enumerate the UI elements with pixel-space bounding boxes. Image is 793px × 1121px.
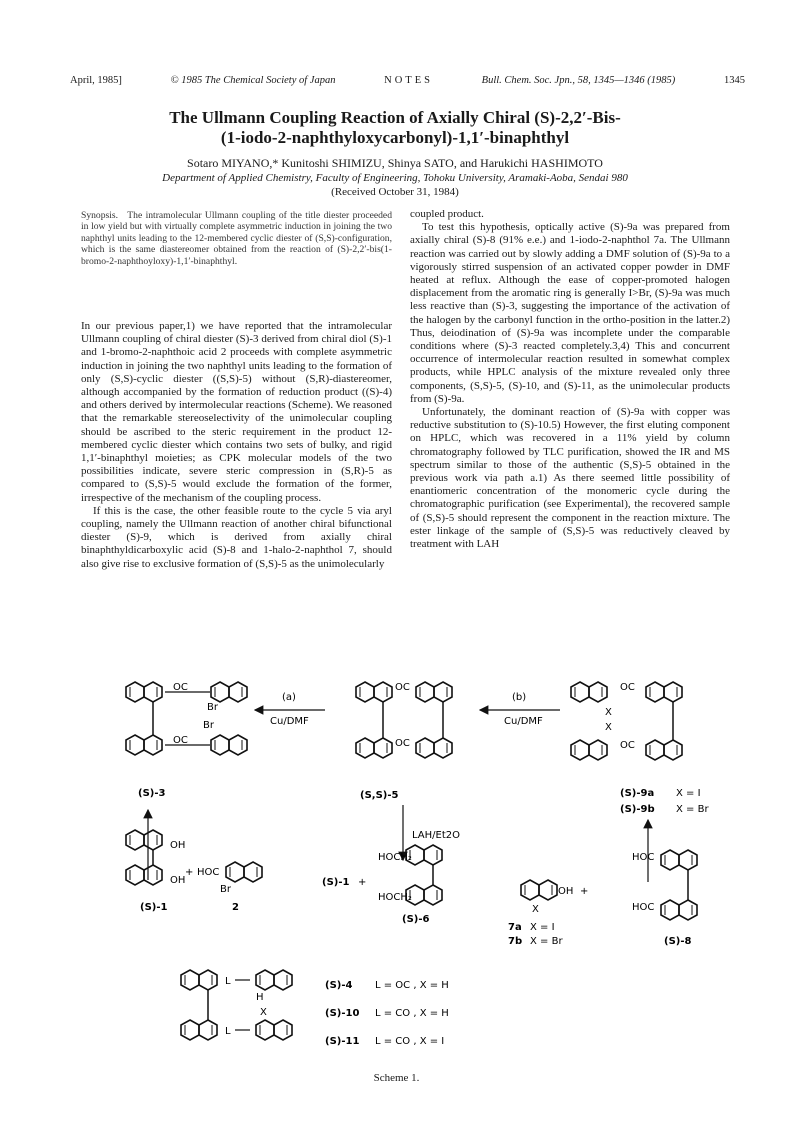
svg-text:OC: OC bbox=[173, 682, 188, 693]
right-paragraph-2: To test this hypothesis, optically active (S)-9a was prepared from axially chiral (S)-8 (91% e.e.) and 1-iodo-2-naphthol 7a. The Ullmann reaction was carried out by slowly adding a DMF solution of (S)-9a to a vigorously stirred suspension of an activated copper powder in DMF heated at reflux. Although the ease of copper-promoted halogen displacement from the aromatic ring is generally I>Br, (S)-9a was much less reactive than (S)-3, suggesting the importance of the activation of the halogen by the carbonyl function in the ortho-position in the latter.2) Thus, deiodination of (S)-9a was incomplete under the comparable conditions where (S)-3 reacted completely.3,4) This and concurrent occurrence of intermolecular reaction resulted in somewhat complex products, while HPLC analysis of the mixture revealed only three components, (S,S)-5, (S)-10, and (S)-11, as the unimolecular products from (S)-9a. bbox=[410, 221, 730, 405]
left-paragraph-1: In our previous paper,1) we have reported that the intramolecular Ullmann coupling of chiral diester (S)-3 derived from chiral diol (S)-1 and 1-bromo-2-naphthoic acid 2 proceeds with complete asymmetric induction in joining the two naphthyl units leading to the formation of only (S,S)-cyclic diester ((S,S)-5) without (S,R)-diastereomer, although accompanied by the formation of reduction product ((S)-4) and others derived by intermolecular reactions (Scheme). We reasoned that the remarkable stereoselectivity of the unimolecular coupling should be ascribed to the steric requirement in the product 12-membered cyclic diester which contains two sets of bulky, and rigid 1,1′-binaphthyl moieties; as CPK molecular models of the two possibilities indicate, severe steric compression in (S,R)-5 as compared to (S,S)-5 would exclude the formation of the former, irrespective of the mechanism of the coupling process. bbox=[81, 320, 392, 504]
label-s10: (S)-10 bbox=[325, 1008, 360, 1019]
title-line-2: (1-iodo-2-naphthyloxycarbonyl)-1,1′-binaphthyl bbox=[220, 128, 570, 147]
reagent-lah: LAH/Et2O bbox=[412, 830, 461, 841]
svg-text:OC: OC bbox=[620, 682, 635, 693]
left-column bbox=[81, 320, 392, 571]
right-paragraph-1: coupled product. bbox=[410, 208, 484, 220]
svg-text:L: L bbox=[225, 976, 231, 987]
left-paragraph-2: If this is the case, the other feasible route to the cycle 5 via aryl coupling, namely the Ullmann reaction of another chiral bifunctional diester (S)-9, which is derived from axially chiral binaphthyldicarboxylic acid (S)-8 and 1-halo-2-naphthol 7, should also give rise to exclusive formation of (S,S)-5 as the unimolecularly bbox=[81, 504, 392, 570]
header-page-number: 1345 bbox=[723, 74, 745, 86]
label-s4-def: L = OC , X = H bbox=[375, 980, 449, 991]
header-date: April, 1985] bbox=[70, 74, 122, 86]
reagent-a: Cu/DMF bbox=[270, 716, 309, 727]
reagent-b: Cu/DMF bbox=[504, 716, 543, 727]
label-path-a: (a) bbox=[282, 692, 296, 703]
svg-text:HOC: HOC bbox=[197, 867, 220, 878]
svg-text:OH: OH bbox=[170, 875, 186, 886]
received-date: (Received October 31, 1984) bbox=[331, 186, 459, 198]
label-2: 2 bbox=[232, 902, 239, 913]
structure-2 bbox=[185, 862, 262, 895]
svg-text:HOC: HOC bbox=[632, 902, 655, 913]
label-s3: (S)-3 bbox=[138, 788, 166, 799]
authors: Sotaro MIYANO,* Kunitoshi SHIMIZU, Shinya SATO, and Harukichi HASHIMOTO bbox=[187, 156, 603, 170]
structure-s8 bbox=[632, 850, 697, 920]
synopsis-label: Synopsis. bbox=[81, 210, 119, 221]
right-column bbox=[410, 208, 730, 551]
title-line-1: The Ullmann Coupling Reaction of Axially Chiral (S)-2,2′-Bis- bbox=[169, 108, 621, 127]
label-s9b: (S)-9b bbox=[620, 804, 655, 815]
svg-text:HOCH₂: HOCH₂ bbox=[378, 892, 412, 903]
label-s9a: (S)-9a bbox=[620, 788, 655, 799]
header-journal: Bull. Chem. Soc. Jpn., 58, 1345—1346 (1985) bbox=[481, 74, 676, 86]
structure-7 bbox=[521, 880, 588, 915]
right-paragraph-3: Unfortunately, the dominant reaction of (S)-9a with copper was reductive substitution to (S)-10.5) However, the first eluting component on HPLC, which was recovered in a 11% yield by column chromatography followed by TLC purification, showed the IR and MS spectrum similar to those of the authentic (S,S)-5 obtained in the previous work via path a.1) As there seemed little possibility of enantiomeric concentration of the monomeric cycle during the chromatographic purification (see Experimental), the recovered sample of (S,S)-5 should represent the component in the reaction mixture. The ester linkage of the sample of (S,S)-5 was reductively cleaved by treatment with LAH bbox=[410, 406, 730, 551]
label-s9b-x: X = Br bbox=[676, 804, 709, 815]
label-7b: 7b bbox=[508, 936, 523, 947]
label-s6: (S)-6 bbox=[402, 914, 430, 925]
label-s11: (S)-11 bbox=[325, 1036, 360, 1047]
label-7b-x: X = Br bbox=[530, 936, 563, 947]
label-s1-left: (S)-1 bbox=[140, 902, 168, 913]
structure-s9 bbox=[571, 682, 682, 760]
label-path-b: (b) bbox=[512, 692, 527, 703]
reaction-scheme bbox=[60, 660, 750, 1070]
svg-text:OC: OC bbox=[620, 740, 635, 751]
running-header bbox=[70, 72, 745, 88]
label-s1-center: (S)-1 bbox=[322, 877, 350, 888]
structure-general-4-10-11 bbox=[181, 970, 292, 1040]
svg-text:OC: OC bbox=[395, 682, 410, 693]
svg-text:Br: Br bbox=[220, 884, 231, 895]
svg-text:X: X bbox=[260, 1007, 267, 1018]
label-7a: 7a bbox=[508, 922, 522, 933]
label-ss5: (S,S)-5 bbox=[360, 790, 399, 801]
structure-s3 bbox=[126, 682, 247, 755]
svg-text:OH: OH bbox=[170, 840, 186, 851]
svg-text:X: X bbox=[605, 707, 612, 718]
article-title bbox=[60, 108, 730, 148]
svg-text:OC: OC bbox=[395, 738, 410, 749]
label-s11-def: L = CO , X = I bbox=[375, 1036, 445, 1047]
svg-text:+: + bbox=[580, 886, 589, 897]
svg-text:L: L bbox=[225, 1026, 231, 1037]
header-copyright: © 1985 The Chemical Society of Japan bbox=[170, 74, 336, 86]
svg-text:OH: OH bbox=[558, 886, 574, 897]
svg-text:Br: Br bbox=[203, 720, 214, 731]
structure-ss5 bbox=[356, 682, 452, 758]
label-s8: (S)-8 bbox=[664, 936, 692, 947]
label-7a-x: X = I bbox=[530, 922, 555, 933]
synopsis-text: The intramolecular Ullmann coupling of the title diester proceeded in low yield but with virtually complete asymmetric induction in joining the two naphthyl units leading to the 12-membered cyclic diester of (S,S)-configuration, which is the same diastereomer obtained from the reaction of (S)-2,2′-bis(1-bromo-2-naphthoyloxy)-1,1′-binaphthyl. bbox=[81, 210, 392, 267]
svg-text:H: H bbox=[256, 992, 264, 1003]
structure-s6 bbox=[378, 845, 442, 905]
plus-center: + bbox=[358, 877, 367, 888]
affiliation: Department of Applied Chemistry, Faculty of Engineering, Tohoku University, Aramaki-Aoba, Sendai 980 bbox=[162, 172, 628, 184]
structure-s1-left bbox=[126, 830, 185, 886]
svg-text:X: X bbox=[532, 904, 539, 915]
svg-text:HOCH₂: HOCH₂ bbox=[378, 852, 412, 863]
label-s9a-x: X = I bbox=[676, 788, 701, 799]
header-section: NOTES bbox=[384, 74, 433, 86]
svg-text:HOC: HOC bbox=[632, 852, 655, 863]
label-s10-def: L = CO , X = H bbox=[375, 1008, 449, 1019]
label-s4: (S)-4 bbox=[325, 980, 353, 991]
synopsis bbox=[81, 210, 392, 267]
svg-text:Br: Br bbox=[207, 702, 218, 713]
scheme-caption: Scheme 1. bbox=[373, 1072, 420, 1084]
svg-text:+: + bbox=[185, 867, 194, 878]
svg-text:X: X bbox=[605, 722, 612, 733]
svg-text:OC: OC bbox=[173, 735, 188, 746]
